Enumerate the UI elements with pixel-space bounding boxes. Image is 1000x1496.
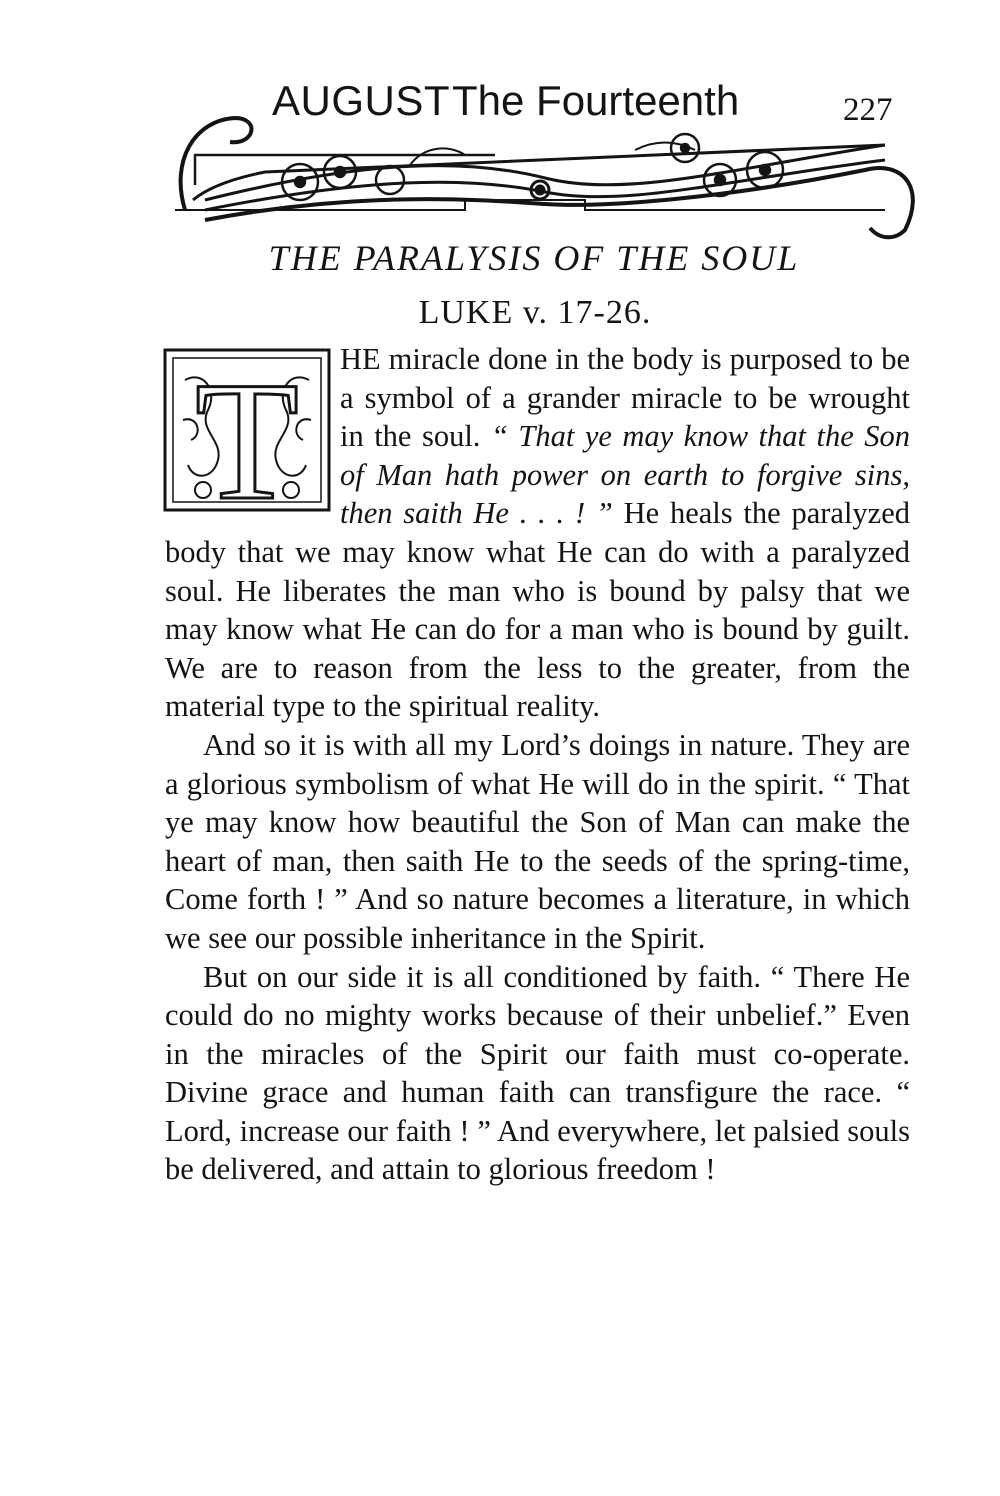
body-text xyxy=(165,340,910,1189)
dropcap-space xyxy=(165,340,340,532)
paragraph-1-continuation: He heals the paralyzed body that we may know what He can do with a paralyzed soul. He liberates the man who is bound by palsy that we may know what He can do for a man who is bound by guilt. We are to reason from the less to the greater, from the material type to the spiritual reality. xyxy=(165,496,911,724)
dropcap-letter: T xyxy=(195,347,299,512)
header-day: The Fourteenth xyxy=(452,77,740,124)
header-month: AUGUST xyxy=(272,77,451,124)
paragraph-3: But on our side it is all conditioned by faith. “ There He could do no mighty works because of their unbelief.” Even in the miracles of the Spirit our faith must co-operate. Divine grace and human faith can transfigure the race. “ Lord, increase our faith ! ” And everywhere, let palsied souls be delivered, and attain to glorious freedom ! xyxy=(165,959,910,1187)
page-number: 227 xyxy=(843,92,893,128)
paragraph-2: And so it is with all my Lord’s doings in nature. They are a glorious symbolism of what He will do in the spirit. “ That ye may know how beautiful the Son of Man can make the heart of man, then saith He to the seeds of the spring-time, Come forth ! ” And so nature becomes a literature, in which we see our possible inheritance in the Spirit. xyxy=(165,727,910,955)
chapter-title: THE PARALYSIS OF THE SOUL xyxy=(268,238,800,278)
paragraph-1-opening: HE miracle done in the body is purposed to be a symbol of a grander miracle to be wrought in the soul. xyxy=(340,342,910,454)
floral-vine-ornament-icon xyxy=(165,100,915,245)
paragraph-1-quote: “ That ye may know that the Son of Man hath power on earth to forgive sins, then saith He . . . ! ” xyxy=(340,419,910,531)
scripture-reference: LUKE v. 17-26. xyxy=(418,294,652,331)
paragraph-1 xyxy=(165,340,910,726)
